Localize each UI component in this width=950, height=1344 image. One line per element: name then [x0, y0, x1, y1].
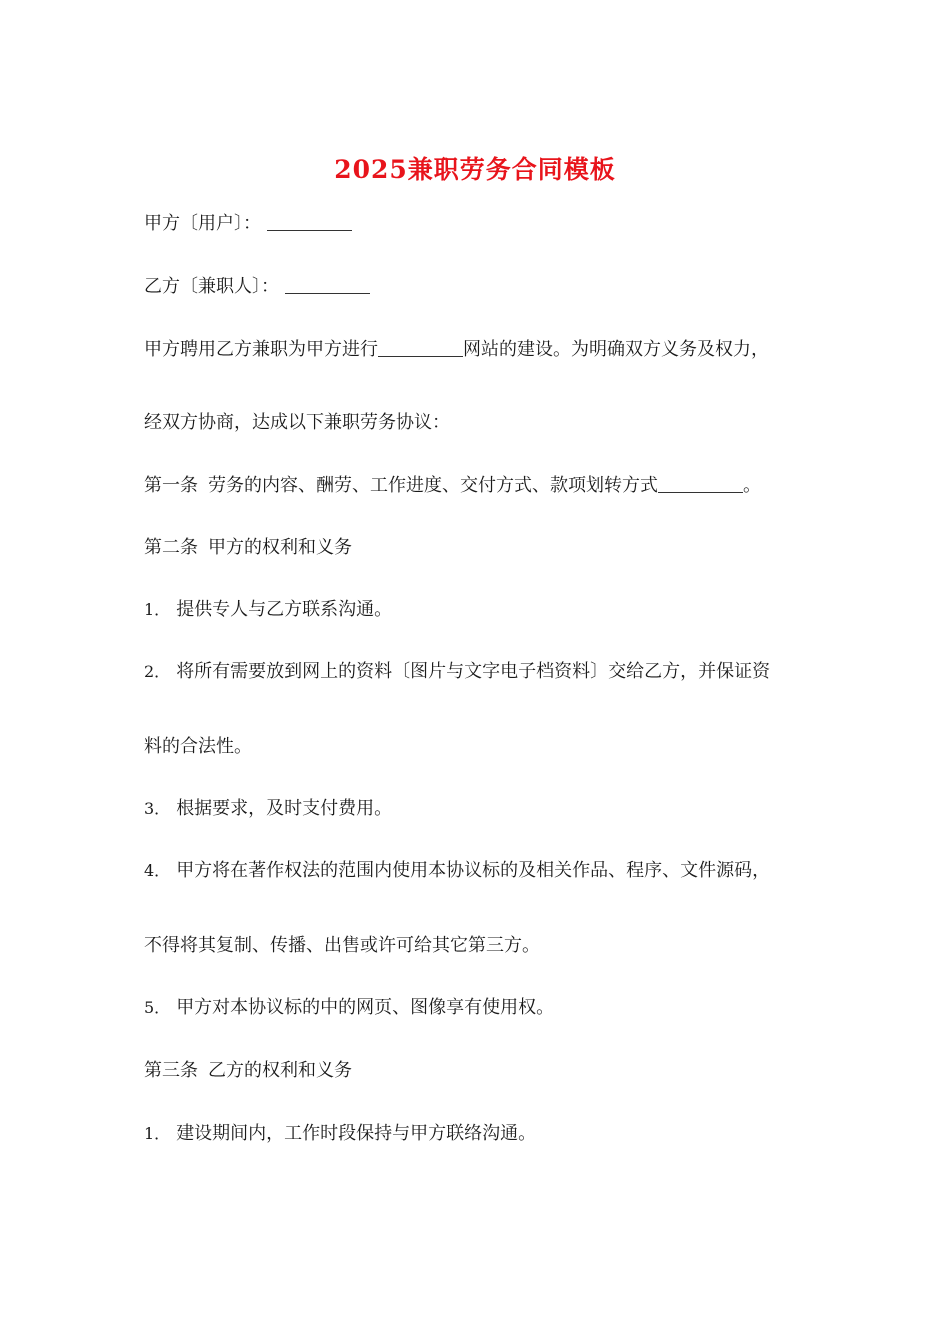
party-b-blank — [285, 275, 370, 294]
party-b-label: 乙方〔兼职人〕： — [144, 276, 279, 297]
article2-item-3 — [144, 797, 392, 821]
item-text: 甲方对本协议标的中的网页、图像享有使用权。 — [176, 997, 555, 1018]
article3-title: 乙方的权利和义务 — [208, 1060, 352, 1081]
item-number: 1． — [144, 1124, 171, 1143]
article1-heading: 第一条 — [144, 475, 198, 496]
intro-part1: 甲方聘用乙方兼职为甲方进行 — [144, 339, 378, 360]
intro-part2: 网站的建设。为明确双方义务及权力， — [463, 339, 769, 360]
article2-heading: 第二条 — [144, 537, 198, 558]
party-b-line — [144, 275, 370, 299]
party-a-label: 甲方〔用户〕： — [144, 213, 261, 234]
item-text: 甲方将在著作权法的范围内使用本协议标的及相关作品、程序、文件源码， — [176, 860, 771, 881]
article3-heading-line — [144, 1059, 352, 1083]
website-blank — [378, 338, 463, 357]
document-title: 2025兼职劳务合同模板 — [334, 155, 616, 184]
item-number: 5． — [144, 998, 171, 1017]
article2-item-4 — [144, 859, 770, 883]
article2-heading-line — [144, 536, 352, 560]
item-number: 1． — [144, 600, 171, 619]
intro-line-2: 经双方协商，达成以下兼职劳务协议： — [144, 412, 450, 433]
article2-item-2-cont: 料的合法性。 — [144, 736, 252, 757]
item-number: 3． — [144, 799, 171, 818]
article2-item-5 — [144, 996, 554, 1020]
article1-text: 劳务的内容、酬劳、工作进度、交付方式、款项划转方式 — [208, 475, 658, 496]
party-a-line — [144, 212, 352, 236]
item-number: 4． — [144, 861, 171, 880]
item-text: 建设期间内，工作时段保持与甲方联络沟通。 — [176, 1123, 537, 1144]
article1-end: 。 — [743, 475, 761, 496]
item-number: 2． — [144, 662, 171, 681]
article1-blank — [658, 474, 743, 493]
article3-item-1 — [144, 1122, 536, 1146]
article2-item-2 — [144, 660, 770, 684]
intro-line-1 — [144, 338, 769, 362]
article2-item-4-cont: 不得将其复制、传播、出售或许可给其它第三方。 — [144, 935, 540, 956]
item-text: 将所有需要放到网上的资料〔图片与文字电子档资料〕交给乙方，并保证资 — [176, 661, 771, 682]
article3-heading: 第三条 — [144, 1060, 198, 1081]
article1-line — [144, 474, 761, 498]
item-text: 根据要求，及时支付费用。 — [176, 798, 393, 819]
article2-item-1 — [144, 598, 392, 622]
item-text: 提供专人与乙方联系沟通。 — [176, 599, 393, 620]
party-a-blank — [267, 212, 352, 231]
article2-title: 甲方的权利和义务 — [208, 537, 352, 558]
